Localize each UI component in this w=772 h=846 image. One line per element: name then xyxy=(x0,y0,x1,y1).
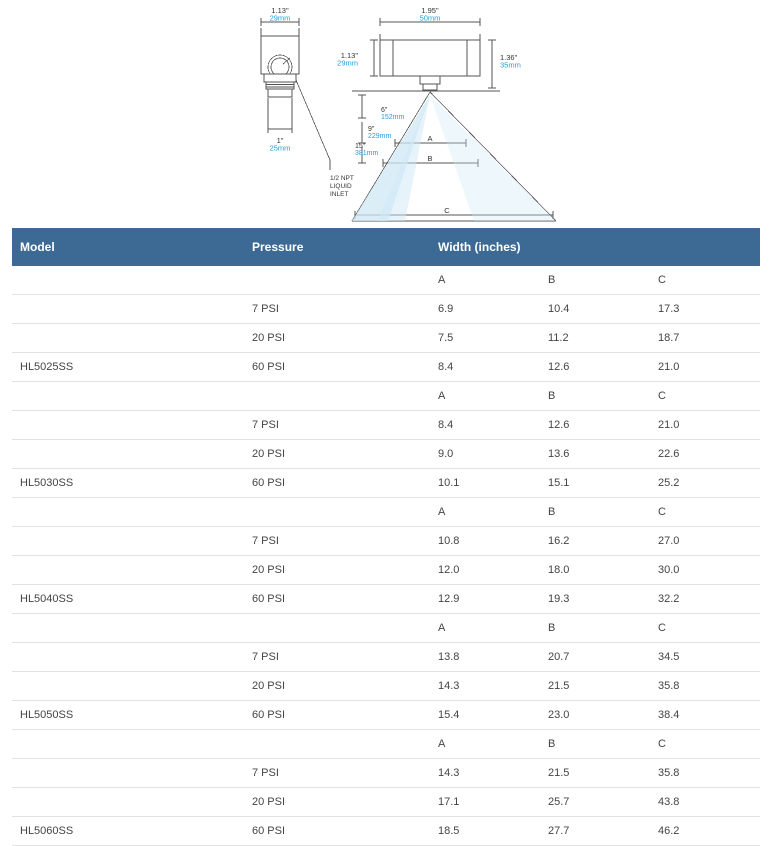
subheader-b: B xyxy=(540,498,650,527)
cell-pressure: 20 PSI xyxy=(244,556,430,585)
cell-model xyxy=(12,527,244,556)
dim-top-left-mm: 29mm xyxy=(269,13,291,23)
cell-pressure: 60 PSI xyxy=(244,585,430,614)
cell-width-c: 30.0 xyxy=(650,556,760,585)
dim-6mm: 152mm xyxy=(381,114,405,121)
cell-pressure: 60 PSI xyxy=(244,469,430,498)
cell-model xyxy=(12,324,244,353)
cell-model xyxy=(12,440,244,469)
cell-model xyxy=(12,788,244,817)
subheader-b: B xyxy=(540,382,650,411)
cell-pressure: 20 PSI xyxy=(244,788,430,817)
cell-width-c: 21.0 xyxy=(650,353,760,382)
cell-width-b: 20.7 xyxy=(540,643,650,672)
subheader-c: C xyxy=(650,614,760,643)
table-row xyxy=(12,556,760,585)
subheader-b: B xyxy=(540,614,650,643)
dim-top-right-inch: 1.95" xyxy=(421,6,439,15)
cell-model-empty xyxy=(12,614,244,643)
cell-width-b: 27.7 xyxy=(540,817,650,846)
table-row xyxy=(12,701,760,730)
cell-width-b: 12.6 xyxy=(540,411,650,440)
cell-pressure: 60 PSI xyxy=(244,353,430,382)
table-row xyxy=(12,759,760,788)
table-row xyxy=(12,324,760,353)
cell-width-b: 12.6 xyxy=(540,353,650,382)
table-row xyxy=(12,353,760,382)
subheader-a: A xyxy=(430,382,540,411)
cell-width-a: 9.0 xyxy=(430,440,540,469)
cell-width-c: 43.8 xyxy=(650,788,760,817)
cell-pressure: 20 PSI xyxy=(244,672,430,701)
spray-label-c: C xyxy=(444,206,450,215)
cell-model-empty xyxy=(12,498,244,527)
cell-width-a: 8.4 xyxy=(430,411,540,440)
cell-width-a: 18.5 xyxy=(430,817,540,846)
cell-width-c: 35.8 xyxy=(650,759,760,788)
cell-width-c: 18.7 xyxy=(650,324,760,353)
table-row xyxy=(12,440,760,469)
cell-pressure: 20 PSI xyxy=(244,440,430,469)
table-subheader-row xyxy=(12,382,760,411)
subheader-a: A xyxy=(430,266,540,295)
table-header-row xyxy=(12,228,760,266)
cell-pressure: 60 PSI xyxy=(244,817,430,846)
cell-width-a: 10.1 xyxy=(430,469,540,498)
inlet-label-line1: 1/2 NPT xyxy=(330,175,354,182)
cell-width-a: 17.1 xyxy=(430,788,540,817)
subheader-a: A xyxy=(430,614,540,643)
cell-width-b: 18.0 xyxy=(540,556,650,585)
product-dimension-diagram xyxy=(0,0,772,228)
cell-width-b: 25.7 xyxy=(540,788,650,817)
dim-right-height-inch: 1.36" xyxy=(500,53,518,62)
subheader-a: A xyxy=(430,730,540,759)
cell-width-b: 21.5 xyxy=(540,672,650,701)
cell-width-c: 32.2 xyxy=(650,585,760,614)
cell-width-b: 23.0 xyxy=(540,701,650,730)
cell-model-empty xyxy=(12,730,244,759)
dim-top-right-mm: 50mm xyxy=(419,13,441,23)
spray-label-b: B xyxy=(427,154,433,163)
cell-model xyxy=(12,556,244,585)
cell-width-a: 12.9 xyxy=(430,585,540,614)
cell-width-b: 10.4 xyxy=(540,295,650,324)
subheader-c: C xyxy=(650,498,760,527)
cell-width-a: 13.8 xyxy=(430,643,540,672)
cell-pressure: 20 PSI xyxy=(244,324,430,353)
cell-width-a: 7.5 xyxy=(430,324,540,353)
cell-width-a: 14.3 xyxy=(430,759,540,788)
cell-pressure-empty xyxy=(244,498,430,527)
dim-right-height-mm: 35mm xyxy=(500,60,521,70)
dim-15mm: 381mm xyxy=(355,150,379,157)
header-pressure: Pressure xyxy=(244,228,430,266)
subheader-b: B xyxy=(540,730,650,759)
cell-model: HL5050SS xyxy=(12,701,244,730)
table-row xyxy=(12,295,760,324)
cell-model: HL5060SS xyxy=(12,817,244,846)
dim-left-height-mm: 29mm xyxy=(337,58,358,68)
cell-width-b: 21.5 xyxy=(540,759,650,788)
cell-width-a: 15.4 xyxy=(430,701,540,730)
subheader-b: B xyxy=(540,266,650,295)
cell-pressure-empty xyxy=(244,730,430,759)
table-subheader-row xyxy=(12,614,760,643)
spray-label-a: A xyxy=(427,134,433,143)
cell-width-a: 10.8 xyxy=(430,527,540,556)
spray-width-table xyxy=(12,228,760,846)
cell-width-c: 27.0 xyxy=(650,527,760,556)
cell-width-c: 46.2 xyxy=(650,817,760,846)
table-subheader-row xyxy=(12,266,760,295)
table-row xyxy=(12,411,760,440)
cell-model xyxy=(12,411,244,440)
subheader-c: C xyxy=(650,266,760,295)
subheader-a: A xyxy=(430,498,540,527)
cell-width-a: 14.3 xyxy=(430,672,540,701)
cell-width-b: 15.1 xyxy=(540,469,650,498)
dim-15in: 15" xyxy=(355,143,366,150)
cell-width-a: 8.4 xyxy=(430,353,540,382)
cell-model xyxy=(12,295,244,324)
dim-9mm: 229mm xyxy=(368,133,392,140)
cell-pressure: 7 PSI xyxy=(244,295,430,324)
dim-top-left-inch: 1.13" xyxy=(271,6,289,15)
cell-model xyxy=(12,643,244,672)
cell-model: HL5025SS xyxy=(12,353,244,382)
table-subheader-row xyxy=(12,498,760,527)
table-row xyxy=(12,585,760,614)
table-row xyxy=(12,469,760,498)
subheader-c: C xyxy=(650,382,760,411)
cell-width-b: 16.2 xyxy=(540,527,650,556)
cell-width-b: 13.6 xyxy=(540,440,650,469)
table-body xyxy=(12,266,760,846)
cell-pressure: 7 PSI xyxy=(244,527,430,556)
inlet-label-line3: INLET xyxy=(330,191,349,198)
dim-bottom-left-inch: 1" xyxy=(276,136,284,145)
table-header xyxy=(12,228,760,266)
table-row xyxy=(12,817,760,846)
cell-model-empty xyxy=(12,382,244,411)
subheader-c: C xyxy=(650,730,760,759)
table-row xyxy=(12,643,760,672)
cell-model: HL5030SS xyxy=(12,469,244,498)
dim-bottom-left-mm: 25mm xyxy=(269,143,291,153)
cell-width-a: 12.0 xyxy=(430,556,540,585)
cell-width-c: 21.0 xyxy=(650,411,760,440)
cell-pressure: 60 PSI xyxy=(244,701,430,730)
inlet-label-line2: LIQUID xyxy=(330,183,352,190)
cell-width-b: 19.3 xyxy=(540,585,650,614)
dim-left-height-inch: 1.13" xyxy=(340,51,358,60)
header-model: Model xyxy=(12,228,244,266)
cell-width-c: 34.5 xyxy=(650,643,760,672)
dim-6in: 6" xyxy=(381,107,388,114)
cell-model-empty xyxy=(12,266,244,295)
cell-pressure-empty xyxy=(244,382,430,411)
cell-width-c: 17.3 xyxy=(650,295,760,324)
spray-width-table-container xyxy=(12,228,760,846)
cell-model: HL5040SS xyxy=(12,585,244,614)
header-width: Width (inches) xyxy=(430,228,760,266)
cell-width-c: 38.4 xyxy=(650,701,760,730)
cell-width-c: 22.6 xyxy=(650,440,760,469)
dim-9in: 9" xyxy=(368,126,375,133)
cell-width-c: 25.2 xyxy=(650,469,760,498)
cell-pressure: 7 PSI xyxy=(244,643,430,672)
table-row xyxy=(12,788,760,817)
table-row xyxy=(12,672,760,701)
cell-pressure-empty xyxy=(244,266,430,295)
cell-model xyxy=(12,759,244,788)
cell-width-a: 6.9 xyxy=(430,295,540,324)
cell-model xyxy=(12,672,244,701)
cell-pressure: 7 PSI xyxy=(244,411,430,440)
cell-width-c: 35.8 xyxy=(650,672,760,701)
cell-width-b: 11.2 xyxy=(540,324,650,353)
table-row xyxy=(12,527,760,556)
cell-pressure: 7 PSI xyxy=(244,759,430,788)
table-subheader-row xyxy=(12,730,760,759)
cell-pressure-empty xyxy=(244,614,430,643)
